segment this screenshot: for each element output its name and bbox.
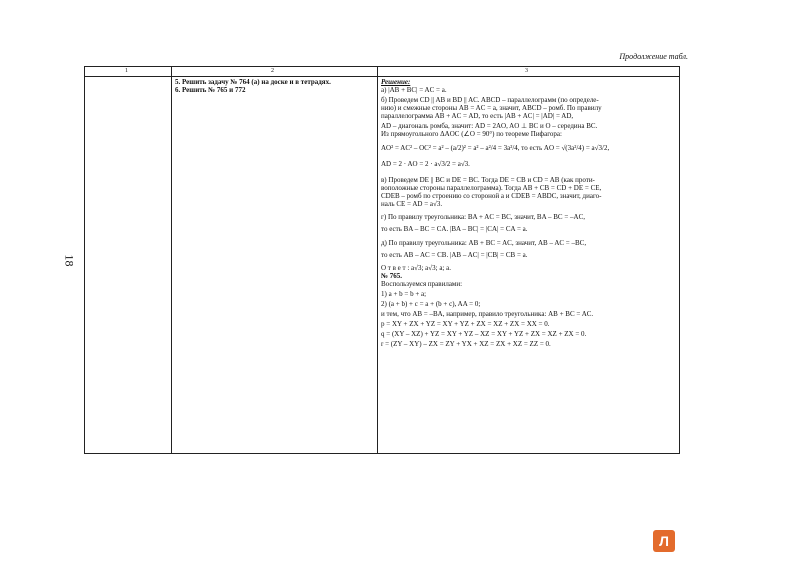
column-header-2: 2 xyxy=(271,68,274,74)
solution-line: AD – диагональ ромба, значит: AD = 2AO, AO ⊥ BC и O – середина BC. xyxy=(381,122,598,130)
solution-line: воположные стороны параллелограмма). Тогда AB + CB = CD + DE = CE, xyxy=(381,184,602,192)
page-number: 18 xyxy=(62,254,77,267)
task-item: 5. Решить задачу № 764 (а) на доске и в тетрадях. xyxy=(175,78,331,86)
solution-line: Из прямоугольного ΔAOC (∠O = 90°) по теореме Пифагора: xyxy=(381,130,562,138)
solution-line: нию) и смежные стороны AB = AC = a, значит, ABCD – ромб. По правилу xyxy=(381,104,602,112)
solution-line: AO² = AC² – OC² = a² – (a/2)² = a² – a²/4 = 3a²/4, то есть AO = √(3a²/4) = a√3/2, xyxy=(381,144,610,152)
rule-line: 2) (a + b) + c = a + (b + c), AA = 0; xyxy=(381,300,481,308)
rules-intro: Воспользуемся правилами: xyxy=(381,280,463,288)
lesson-table xyxy=(84,66,680,454)
solution-line: д) По правилу треугольника: AB + BC = AC, значит, AB – AC = –BC, xyxy=(381,239,587,247)
rule-line: 1) a + b = b + a; xyxy=(381,290,427,298)
publisher-logo: Л xyxy=(653,530,675,552)
solution-block xyxy=(381,78,677,348)
column-divider-2 xyxy=(377,67,378,453)
header-divider xyxy=(85,76,679,77)
rule-line: p = XY + ZX + YZ = XY + YZ + ZX = XZ + ZX = XX = 0. xyxy=(381,320,550,328)
solution-line: то есть AB – AC = CB. |AB – AC| = |CB| = CB = a. xyxy=(381,251,528,259)
task-list xyxy=(175,78,375,94)
answer-line: О т в е т : a√3; a√3; a; a. xyxy=(381,264,451,272)
page-caption: Продолжение табл. xyxy=(619,52,688,61)
task-item: 6. Решить № 765 и 772 xyxy=(175,86,246,94)
rule-line: q = (XY – XZ) + YZ = XY + YZ – XZ = XY + YZ + ZX = XZ + ZX = 0. xyxy=(381,330,587,338)
solution-line: а) |AB + BC| = AC = a. xyxy=(381,86,447,94)
column-divider-1 xyxy=(171,67,172,453)
solution-line: в) Проведем DE || BC и DE = BC. Тогда DE = CB и CD = AB (как проти- xyxy=(381,176,595,184)
rule-line: r = (ZY – XY) – ZX = ZY + YX + XZ = ZX + XZ = ZZ = 0. xyxy=(381,340,551,348)
column-header-1: 1 xyxy=(125,68,128,74)
column-header-3: 3 xyxy=(525,68,528,74)
solution-line: параллелограмма AB + AC = AD, то есть |AB + AC| = |AD| = AD, xyxy=(381,112,574,120)
solution-line: б) Проведем CD || AB и BD || AC. ABCD – параллелограмм (по определе- xyxy=(381,96,599,104)
solution-line: то есть BA – BC = CA. |BA – BC| = |CA| = CA = a. xyxy=(381,225,528,233)
solution-line: CDEB – ромб по строению со стороной a и CDEB = ABDC, значит, диаго- xyxy=(381,192,602,200)
problem-765-heading: № 765. xyxy=(381,272,403,280)
solution-line: наль CE = AD = a√3. xyxy=(381,200,443,208)
solution-line: AD = 2 · AO = 2 · a√3/2 = a√3. xyxy=(381,160,470,168)
rule-line: и тем, что AB = –BA, например, правило треугольника: AB + BC = AC. xyxy=(381,310,594,318)
solution-line: г) По правилу треугольника: BA + AC = BC, значит, BA – BC = –AC, xyxy=(381,213,586,221)
solution-heading: Решение: xyxy=(381,78,411,86)
